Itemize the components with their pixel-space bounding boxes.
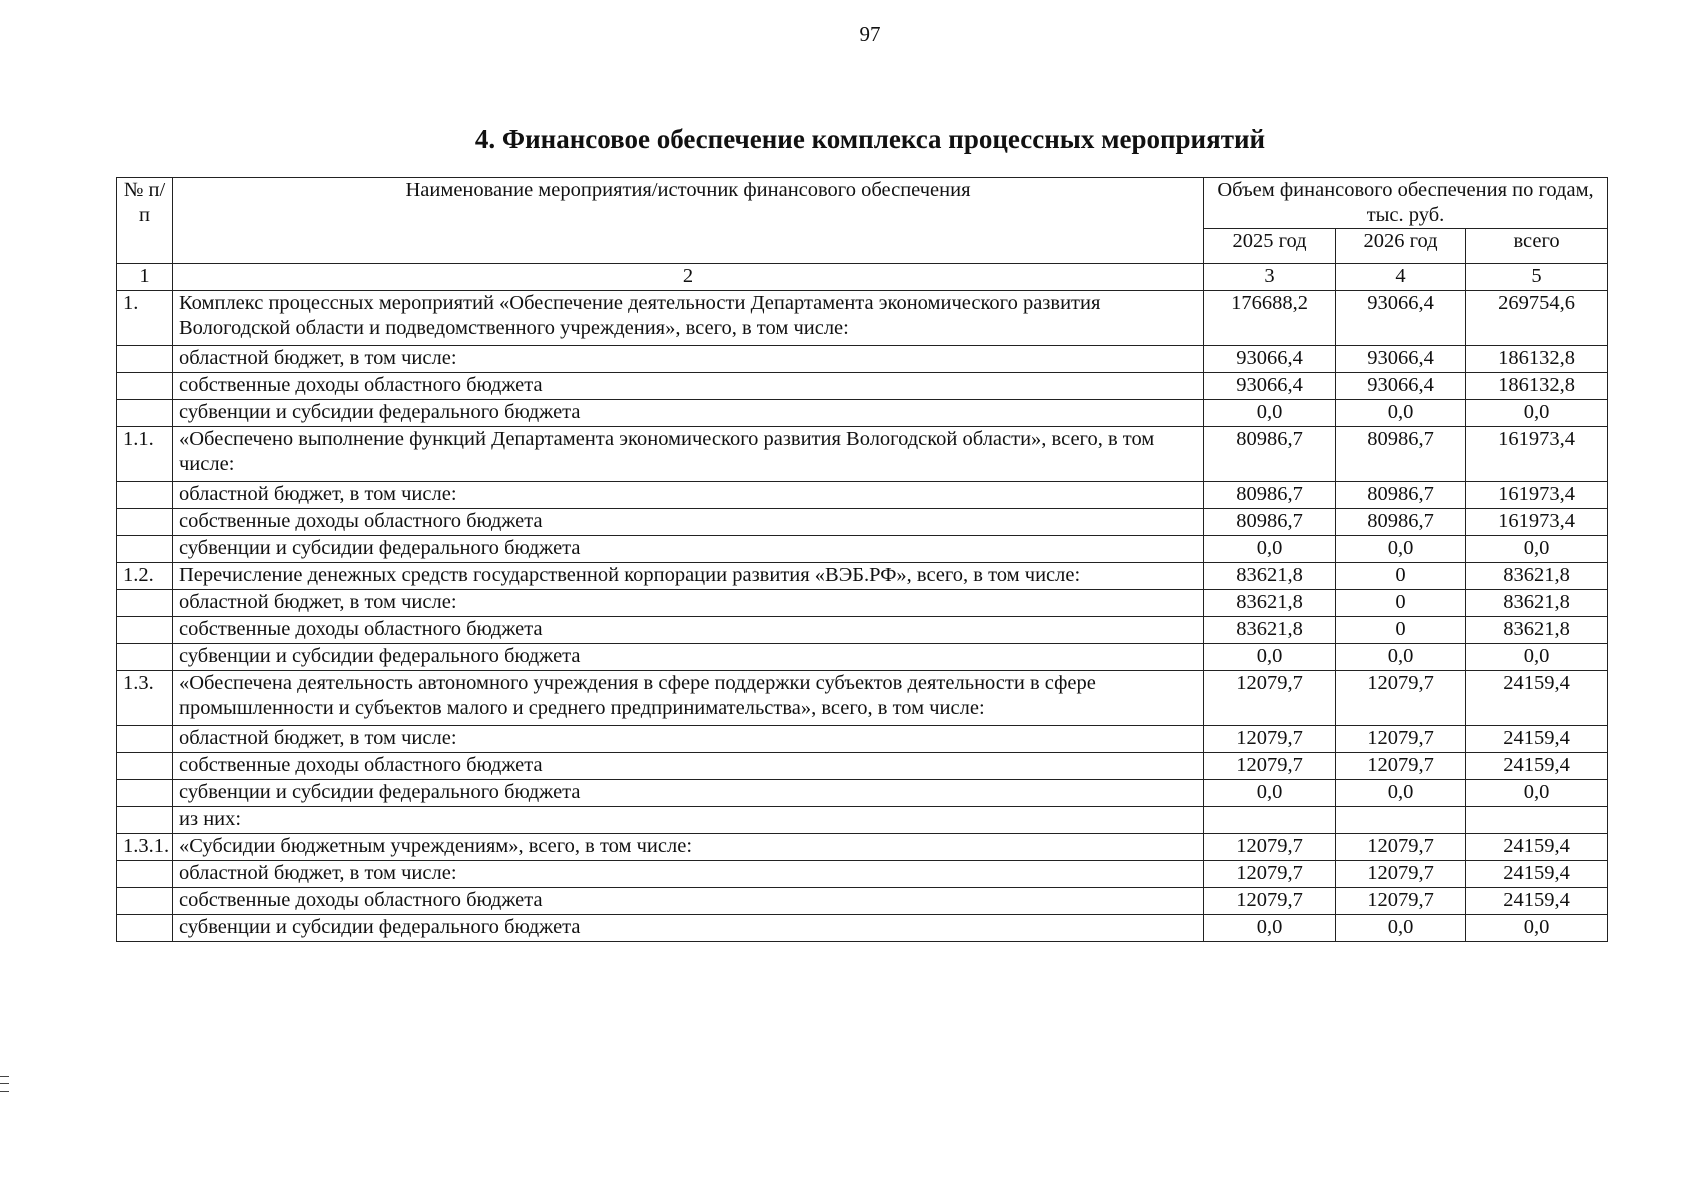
row-name: субвенции и субсидии федерального бюджета [173,644,1204,671]
row-name: Перечисление денежных средств государственной корпорации развития «ВЭБ.РФ», всего, в том числе: [173,563,1204,590]
table-row [117,346,1608,373]
value-total: 83621,8 [1466,563,1608,590]
financing-table [116,177,1608,942]
column-index: 3 [1204,264,1336,291]
value-total: 24159,4 [1466,861,1608,888]
row-number [117,590,173,617]
table-row [117,617,1608,644]
page-title: 4. Финансовое обеспечение комплекса процессных мероприятий [474,124,1266,154]
value-2025: 80986,7 [1204,509,1336,536]
value-2025: 80986,7 [1204,427,1336,482]
row-name: собственные доходы областного бюджета [173,509,1204,536]
row-number [117,509,173,536]
value-total: 161973,4 [1466,482,1608,509]
table-row [117,834,1608,861]
value-total: 0,0 [1466,400,1608,427]
value-2026: 12079,7 [1336,671,1466,726]
value-2025: 0,0 [1204,400,1336,427]
value-2026: 80986,7 [1336,482,1466,509]
row-number: 1. [117,291,173,346]
row-name: субвенции и субсидии федерального бюджета [173,536,1204,563]
column-index: 1 [117,264,173,291]
value-2026: 80986,7 [1336,427,1466,482]
value-2025: 93066,4 [1204,373,1336,400]
row-name: субвенции и субсидии федерального бюджета [173,915,1204,942]
value-2025: 83621,8 [1204,590,1336,617]
value-total: 161973,4 [1466,509,1608,536]
value-2025: 83621,8 [1204,563,1336,590]
value-2025: 80986,7 [1204,482,1336,509]
table-row [117,536,1608,563]
value-total: 0,0 [1466,915,1608,942]
table-row [117,726,1608,753]
value-total: 161973,4 [1466,427,1608,482]
row-number [117,888,173,915]
value-total: 0,0 [1466,780,1608,807]
row-name: субвенции и субсидии федерального бюджета [173,780,1204,807]
table-row [117,482,1608,509]
table-row [117,915,1608,942]
table-row [117,563,1608,590]
value-total: 24159,4 [1466,888,1608,915]
value-2025: 0,0 [1204,915,1336,942]
row-name: субвенции и субсидии федерального бюджета [173,400,1204,427]
table-row [117,753,1608,780]
row-name: «Обеспечено выполнение функций Департамента экономического развития Вологодской области», всего, в том числе: [173,427,1204,482]
table-row [117,780,1608,807]
value-2025: 12079,7 [1204,726,1336,753]
value-2026: 0,0 [1336,915,1466,942]
table-header [117,178,1608,291]
table-row [117,400,1608,427]
margin-mark [0,1076,9,1092]
value-2025: 12079,7 [1204,753,1336,780]
row-name: из них: [173,807,1204,834]
value-2026 [1336,807,1466,834]
value-2026: 12079,7 [1336,753,1466,780]
row-name: собственные доходы областного бюджета [173,617,1204,644]
row-name: собственные доходы областного бюджета [173,373,1204,400]
value-2025: 12079,7 [1204,888,1336,915]
value-2025: 176688,2 [1204,291,1336,346]
row-name: областной бюджет, в том числе: [173,482,1204,509]
row-name: областной бюджет, в том числе: [173,861,1204,888]
value-2026: 12079,7 [1336,726,1466,753]
table-row [117,509,1608,536]
row-number: 1.3.1. [117,834,173,861]
value-total: 269754,6 [1466,291,1608,346]
column-index: 5 [1466,264,1608,291]
row-number [117,753,173,780]
table-body [117,291,1608,942]
value-2026: 80986,7 [1336,509,1466,536]
value-total: 24159,4 [1466,753,1608,780]
row-name: «Субсидии бюджетным учреждениям», всего, в том числе: [173,834,1204,861]
row-number [117,807,173,834]
row-name: Комплекс процессных мероприятий «Обеспечение деятельности Департамента экономического развития Вологодской области и подведомственного учреждения», всего, в том числе: [173,291,1204,346]
row-number [117,644,173,671]
row-number [117,726,173,753]
value-total: 24159,4 [1466,671,1608,726]
page-number: 97 [859,22,881,46]
table-row [117,291,1608,346]
column-index: 2 [173,264,1204,291]
value-total: 24159,4 [1466,834,1608,861]
table-row [117,427,1608,482]
value-2026: 0 [1336,590,1466,617]
value-2026: 0,0 [1336,536,1466,563]
value-total: 186132,8 [1466,373,1608,400]
header-name: Наименование мероприятия/источник финансового обеспечения [173,178,1204,264]
value-total: 186132,8 [1466,346,1608,373]
header-year-2025: 2025 год [1204,229,1336,264]
row-number [117,915,173,942]
value-total: 0,0 [1466,644,1608,671]
value-2025: 83621,8 [1204,617,1336,644]
value-total: 83621,8 [1466,617,1608,644]
row-number: 1.1. [117,427,173,482]
header-volume: Объем финансового обеспечения по годам, тыс. руб. [1204,178,1608,229]
table-row [117,590,1608,617]
row-name: собственные доходы областного бюджета [173,753,1204,780]
row-number [117,861,173,888]
value-2025: 12079,7 [1204,861,1336,888]
header-year-2026: 2026 год [1336,229,1466,264]
value-total: 0,0 [1466,536,1608,563]
value-2026: 12079,7 [1336,861,1466,888]
value-2025: 12079,7 [1204,671,1336,726]
value-2025 [1204,807,1336,834]
value-2026: 0 [1336,617,1466,644]
table-row [117,888,1608,915]
value-2026: 0,0 [1336,644,1466,671]
value-2026: 0,0 [1336,400,1466,427]
row-name: областной бюджет, в том числе: [173,726,1204,753]
value-2026: 0 [1336,563,1466,590]
table-row [117,807,1608,834]
value-2026: 12079,7 [1336,888,1466,915]
table-row [117,671,1608,726]
value-total: 24159,4 [1466,726,1608,753]
row-name: областной бюджет, в том числе: [173,590,1204,617]
value-2026: 93066,4 [1336,291,1466,346]
row-name: «Обеспечена деятельность автономного учреждения в сфере поддержки субъектов деятельности в сфере промышленности и субъектов малого и среднего предпринимательства», всего, в том числе: [173,671,1204,726]
value-2026: 93066,4 [1336,373,1466,400]
row-number [117,373,173,400]
row-number [117,617,173,644]
header-number: № п/п [117,178,173,264]
row-number: 1.2. [117,563,173,590]
column-index: 4 [1336,264,1466,291]
value-2025: 0,0 [1204,780,1336,807]
row-number [117,780,173,807]
row-number [117,536,173,563]
value-2025: 0,0 [1204,536,1336,563]
row-number [117,400,173,427]
table-row [117,644,1608,671]
value-total: 83621,8 [1466,590,1608,617]
value-2026: 0,0 [1336,780,1466,807]
value-total [1466,807,1608,834]
row-number [117,482,173,509]
header-total: всего [1466,229,1608,264]
row-number [117,346,173,373]
value-2026: 12079,7 [1336,834,1466,861]
row-name: собственные доходы областного бюджета [173,888,1204,915]
row-name: областной бюджет, в том числе: [173,346,1204,373]
value-2025: 12079,7 [1204,834,1336,861]
value-2025: 0,0 [1204,644,1336,671]
value-2025: 93066,4 [1204,346,1336,373]
row-number: 1.3. [117,671,173,726]
value-2026: 93066,4 [1336,346,1466,373]
table-row [117,861,1608,888]
table-row [117,373,1608,400]
column-index-row [117,264,1608,291]
